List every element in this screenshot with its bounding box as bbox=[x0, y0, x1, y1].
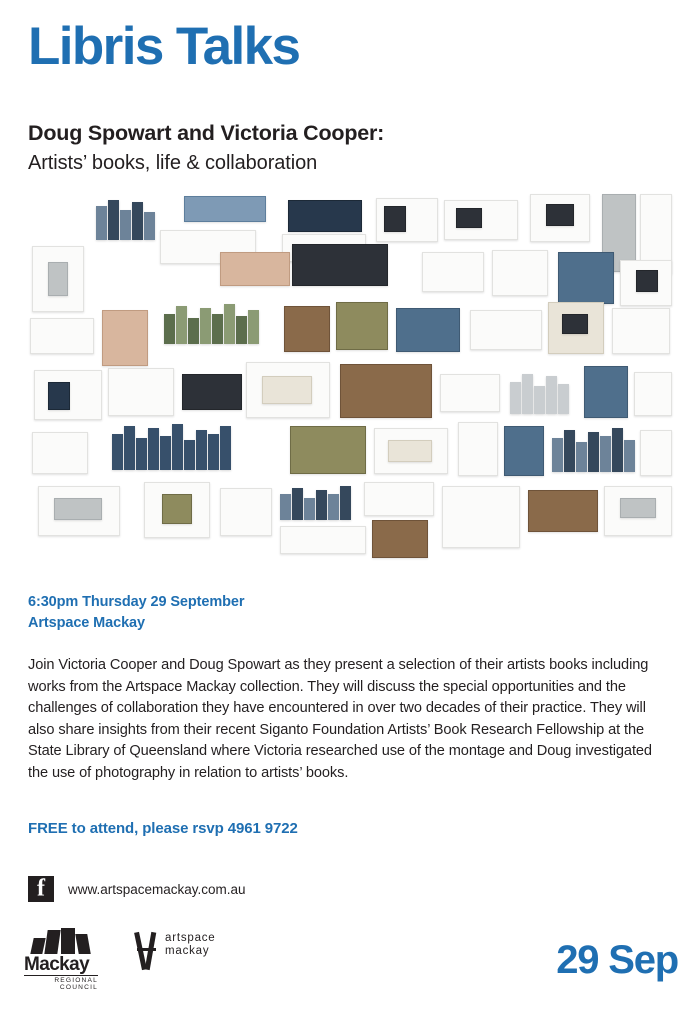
footer bbox=[0, 918, 700, 1012]
title-block bbox=[28, 120, 668, 176]
book-item bbox=[284, 306, 330, 352]
book-item bbox=[396, 308, 460, 352]
book-item bbox=[456, 208, 482, 228]
book-item bbox=[184, 196, 266, 222]
masthead bbox=[28, 18, 299, 76]
artspace-word-line1: artspace bbox=[165, 932, 216, 944]
event-venue: Artspace Mackay bbox=[28, 615, 145, 631]
book-item bbox=[620, 498, 656, 518]
book-item bbox=[492, 250, 548, 296]
mackay-regional-council-logo bbox=[24, 928, 102, 991]
book-item bbox=[562, 314, 588, 334]
book-accordion bbox=[112, 424, 231, 470]
book-item bbox=[32, 432, 88, 474]
body-paragraph: Join Victoria Cooper and Doug Spowart as they present a selection of their artists books including works from the Artspace Mackay collection. They will discuss the special opportunities and the challenges of collaboration they have encountered in over two decades of their practice. They will also share insights from their recent Siganto Foundation Artists’ Book Research Fellowship at the State Library of Queensland where Victoria researched use of the montage and Doug investigated the use of photography in relation to artists’ books. bbox=[28, 657, 652, 781]
book-item bbox=[292, 244, 388, 286]
date-stamp: 29 Sep bbox=[556, 938, 678, 982]
book-item bbox=[504, 426, 544, 476]
book-item bbox=[442, 486, 520, 548]
book-item bbox=[162, 494, 192, 524]
facebook-icon[interactable] bbox=[28, 876, 54, 902]
book-item bbox=[470, 310, 542, 350]
book-item bbox=[262, 376, 312, 404]
book-item bbox=[182, 374, 242, 410]
artspace-wordmark bbox=[165, 932, 216, 958]
book-item bbox=[48, 382, 70, 410]
book-item bbox=[340, 364, 432, 418]
book-item bbox=[364, 482, 434, 516]
mountain-icon bbox=[24, 928, 98, 954]
book-accordion bbox=[96, 198, 155, 240]
book-accordion bbox=[164, 304, 259, 344]
council-name: Mackay bbox=[24, 954, 90, 975]
talk-title: Doug Spowart and Victoria Cooper: bbox=[28, 121, 385, 145]
book-item bbox=[102, 310, 148, 366]
artspace-a-icon bbox=[136, 932, 158, 970]
book-accordion bbox=[510, 372, 569, 414]
book-item bbox=[528, 490, 598, 532]
masthead-title: Libris Talks bbox=[28, 17, 300, 76]
artspace-mackay-logo bbox=[136, 932, 216, 970]
book-item bbox=[558, 252, 614, 304]
book-item bbox=[634, 372, 672, 416]
book-item bbox=[440, 374, 500, 412]
hero-books-composition bbox=[24, 190, 676, 575]
website-link[interactable]: www.artspacemackay.com.au bbox=[68, 881, 246, 897]
hero-image bbox=[24, 190, 676, 575]
book-item bbox=[220, 252, 290, 286]
social-row bbox=[28, 876, 246, 902]
book-item bbox=[336, 302, 388, 350]
event-details bbox=[28, 592, 244, 634]
book-item bbox=[384, 206, 406, 232]
artspace-word-line2: mackay bbox=[165, 945, 210, 957]
book-item bbox=[280, 526, 366, 554]
book-accordion bbox=[280, 486, 351, 520]
book-item bbox=[220, 488, 272, 536]
book-item bbox=[372, 520, 428, 558]
book-item bbox=[48, 262, 68, 296]
talk-subtitle: Artists’ books, life & collaboration bbox=[28, 152, 318, 174]
book-accordion bbox=[552, 428, 635, 472]
book-item bbox=[640, 430, 672, 476]
book-item bbox=[584, 366, 628, 418]
council-subtitle: REGIONAL COUNCIL bbox=[24, 975, 98, 991]
book-item bbox=[288, 200, 362, 232]
book-item bbox=[458, 422, 498, 476]
book-item bbox=[54, 498, 102, 520]
book-item bbox=[388, 440, 432, 462]
book-item bbox=[290, 426, 366, 474]
rsvp-line: FREE to attend, please rsvp 4961 9722 bbox=[28, 820, 298, 837]
event-time: 6:30pm Thursday 29 September bbox=[28, 594, 245, 610]
book-item bbox=[636, 270, 658, 292]
book-item bbox=[612, 308, 670, 354]
book-item bbox=[546, 204, 574, 226]
book-item bbox=[30, 318, 94, 354]
book-item bbox=[108, 368, 174, 416]
book-item bbox=[422, 252, 484, 292]
